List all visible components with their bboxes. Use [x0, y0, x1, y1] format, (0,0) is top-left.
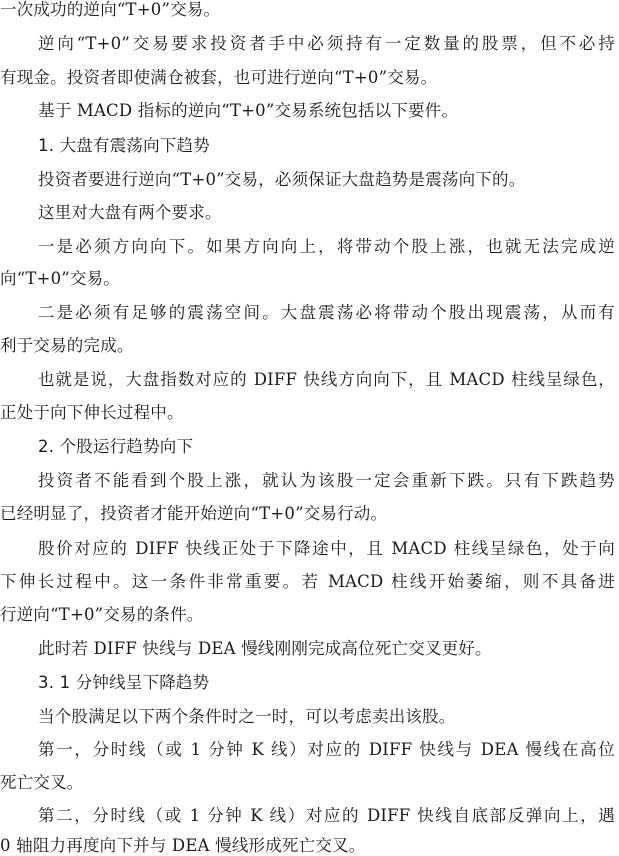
paragraph-line: 股价对应的 DIFF 快线正处于下降途中，且 MACD 柱线呈绿色，处于向 [38, 539, 615, 558]
paragraph-line: 此时若 DIFF 快线与 DEA 慢线刚刚完成高位死亡交叉更好。 [38, 639, 492, 658]
paragraph-line: 下伸长过程中。这一条件非常重要。若 MACD 柱线开始萎缩，则不具备进 [0, 572, 615, 591]
paragraph-line: 逆向“T+0”交易要求投资者手中必须持有一定数量的股票，但不必持 [38, 34, 615, 53]
paragraph-line: 一是必须方向向下。如果方向向上，将带动个股上涨，也就无法完成逆 [38, 237, 615, 256]
section-heading: 3. 1 分钟线呈下降趋势 [38, 673, 210, 692]
paragraph-line: 投资者不能看到个股上涨，就认为该股一定会重新下跌。只有下跌趋势 [38, 471, 615, 490]
paragraph-line: 一次成功的逆向“T+0”交易。 [0, 0, 221, 19]
paragraph-line: 死亡交叉。 [0, 773, 84, 792]
paragraph-line: 基于 MACD 指标的逆向“T+0”交易系统包括以下要件。 [38, 101, 459, 120]
paragraph-line: 0 轴阻力再度向下并与 DEA 慢线形成死亡交叉。 [0, 836, 366, 855]
paragraph-line: 第一，分时线（或 1 分钟 K 线）对应的 DIFF 快线与 DEA 慢线在高位 [38, 740, 615, 759]
paragraph-line: 行逆向“T+0”交易的条件。 [0, 605, 204, 624]
paragraph-line: 这里对大盘有两个要求。 [38, 203, 222, 222]
paragraph-line: 投资者要进行逆向“T+0”交易，必须保证大盘趋势是震荡向下的。 [38, 170, 526, 189]
section-heading: 1. 大盘有震荡向下趋势 [38, 136, 210, 155]
paragraph-line: 已经明显了，投资者才能开始逆向“T+0”交易行动。 [0, 504, 388, 523]
paragraph-line: 正处于向下伸长过程中。 [0, 403, 184, 422]
paragraph-line: 第二，分时线（或 1 分钟 K 线）对应的 DIFF 快线自底部反弹向上，遇 [38, 806, 615, 825]
paragraph-line: 二是必须有足够的震荡空间。大盘震荡必将带动个股出现震荡，从而有 [38, 303, 615, 322]
paragraph-line: 当个股满足以下两个条件时之一时，可以考虑卖出该股。 [38, 707, 456, 726]
paragraph-line: 有现金。投资者即使满仓被套，也可进行逆向“T+0”交易。 [0, 68, 438, 87]
paragraph-line: 也就是说，大盘指数对应的 DIFF 快线方向向下，且 MACD 柱线呈绿色， [38, 370, 615, 389]
paragraph-line: 向“T+0”交易。 [0, 269, 120, 288]
paragraph-line: 利于交易的完成。 [0, 336, 134, 355]
section-heading: 2. 个股运行趋势向下 [38, 437, 194, 456]
